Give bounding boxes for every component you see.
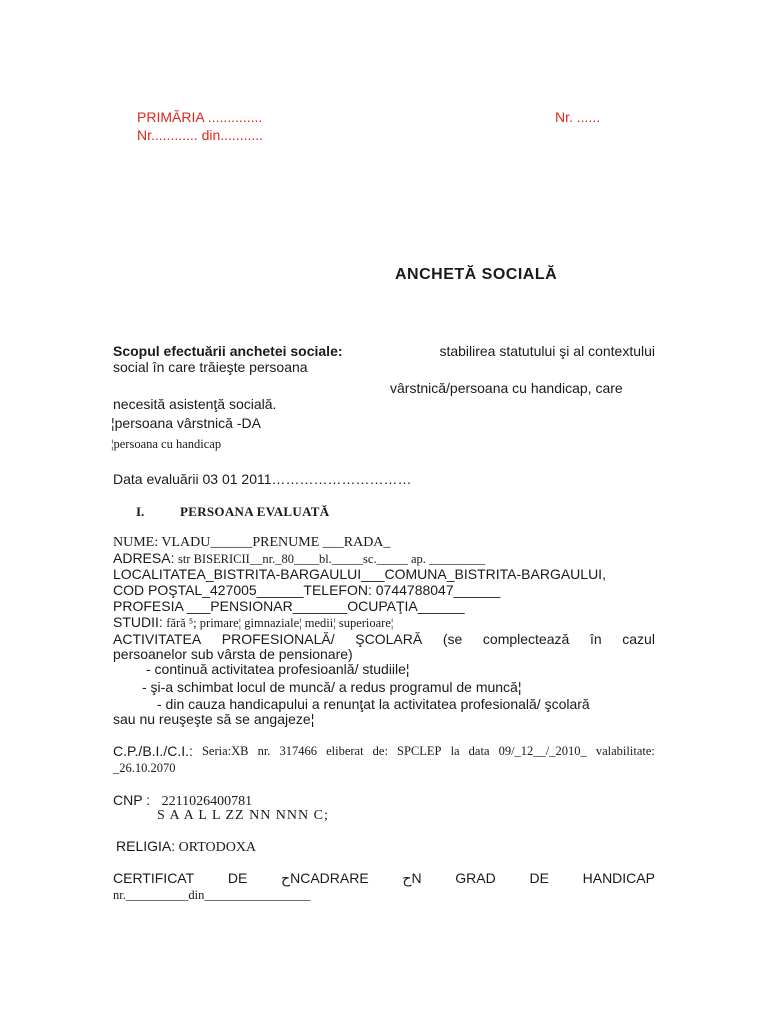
activity-word: ŞCOLARĂ xyxy=(355,631,423,647)
scope-text-1: stabilirea statutului şi al contextului xyxy=(439,343,655,359)
scope-line-1 xyxy=(113,343,655,360)
certificate-word: حN xyxy=(402,870,422,886)
activity-word: cazul xyxy=(622,631,655,647)
cnp-value: 2211026400781 xyxy=(161,794,253,809)
section-number: I. xyxy=(136,504,145,519)
cp-word: data xyxy=(468,744,490,758)
certificate-word: حNCADRARE xyxy=(281,870,369,886)
religia-line xyxy=(116,838,256,856)
adresa-value: str BISERICII__nr._80____bl._____sc._____ ap. _________ xyxy=(177,552,486,566)
scope-label: Scopul efectuării anchetei sociale: xyxy=(113,343,343,359)
field-profesia: PROFESIA ___PENSIONAR_______OCUPAŢIA______ xyxy=(113,598,465,614)
section-title: PERSOANA EVALUATĂ xyxy=(180,504,330,519)
activity-item-1: - continuă activitatea profesioanlă/ studiile¦ xyxy=(146,661,410,677)
identity-line xyxy=(113,743,655,760)
religia-label: RELIGIA: xyxy=(116,838,176,854)
option-persoana-varstnica: ¦persoana vârstnică -DA xyxy=(111,415,261,431)
activity-word: ACTIVITATEA xyxy=(113,631,202,647)
certificate-word: HANDICAP xyxy=(582,870,655,886)
nr-din-header: Nr............ din........... xyxy=(137,127,264,143)
cnp-format: S A A L L ZZ NN NNN C; xyxy=(157,808,329,823)
adresa-label: ADRESA: xyxy=(113,550,175,566)
activity-item-3: - din cauza handicapului a renunţat la activitatea profesională/ şcolară xyxy=(157,696,590,712)
studii-value: fără ⁵; primare¦ gimnaziale¦ medii¦ superioare¦ xyxy=(166,616,394,630)
activity-item-3-cont: sau nu reuşeşte să se angajeze¦ xyxy=(113,711,315,727)
certificate-heading xyxy=(113,870,655,887)
page-title: ANCHETĂ SOCIALĂ xyxy=(395,266,558,283)
activity-heading-line-2: persoanelor sub vârsta de pensionare) xyxy=(113,646,353,662)
cp-word: la xyxy=(450,744,460,758)
scope-text-3: vârstnică/persoana cu handicap, care xyxy=(390,380,623,396)
cp-word: de: xyxy=(372,744,388,758)
religia-value: ORTODOXA xyxy=(178,840,257,855)
scope-text-4: necesită asistenţă socială. xyxy=(113,396,277,412)
cp-word: Seria:XB xyxy=(201,744,249,758)
studii-label: STUDII: xyxy=(113,614,163,630)
certificate-word: DE xyxy=(529,870,549,886)
cp-word: SPCLEP xyxy=(397,744,442,758)
activity-word: PROFESIONALĂ/ xyxy=(221,631,335,647)
cp-label: C.P./B.I./C.I.: xyxy=(113,743,193,759)
primaria-header: PRIMĂRIA .............. xyxy=(137,109,263,125)
cp-word: 09/_12__/_2010_ xyxy=(498,744,587,758)
certificate-number-line: nr.__________din_________________ xyxy=(113,888,311,902)
cp-valabilitate: _26.10.2070 xyxy=(113,761,176,775)
cnp-label: CNP : xyxy=(113,792,151,808)
scope-text-2: social în care trăieşte persoana xyxy=(113,359,308,375)
cp-word: valabilitate: xyxy=(595,744,655,758)
evaluation-date: Data evaluării 03 01 2011………………………… xyxy=(113,471,412,487)
activity-word: (se xyxy=(442,631,463,647)
activity-word: complectează xyxy=(482,631,570,647)
certificate-word: DE xyxy=(227,870,248,886)
field-studii xyxy=(113,614,393,632)
certificate-word: GRAD xyxy=(455,870,496,886)
field-localitatea: LOCALITATEA_BISTRITA-BARGAULUI___COMUNA_BISTRITA-BARGAULUI, xyxy=(113,566,606,582)
cp-word: nr. xyxy=(257,744,271,758)
nr-header: Nr. ...... xyxy=(555,109,601,125)
activity-item-2: - şi-a schimbat locul de muncă/ a redus programul de muncă¦ xyxy=(142,679,522,695)
cp-word: 317466 xyxy=(279,744,318,758)
option-persoana-handicap: ¦persoana cu handicap xyxy=(111,437,222,451)
cp-word: eliberat xyxy=(326,744,364,758)
activity-word: în xyxy=(589,631,602,647)
field-cod-postal: COD POŞTAL_427005______TELEFON: 0744788047______ xyxy=(113,582,501,598)
certificate-word: CERTIFICAT xyxy=(113,870,195,886)
field-nume: NUME: VLADU______PRENUME ___RADA_ xyxy=(113,535,391,550)
